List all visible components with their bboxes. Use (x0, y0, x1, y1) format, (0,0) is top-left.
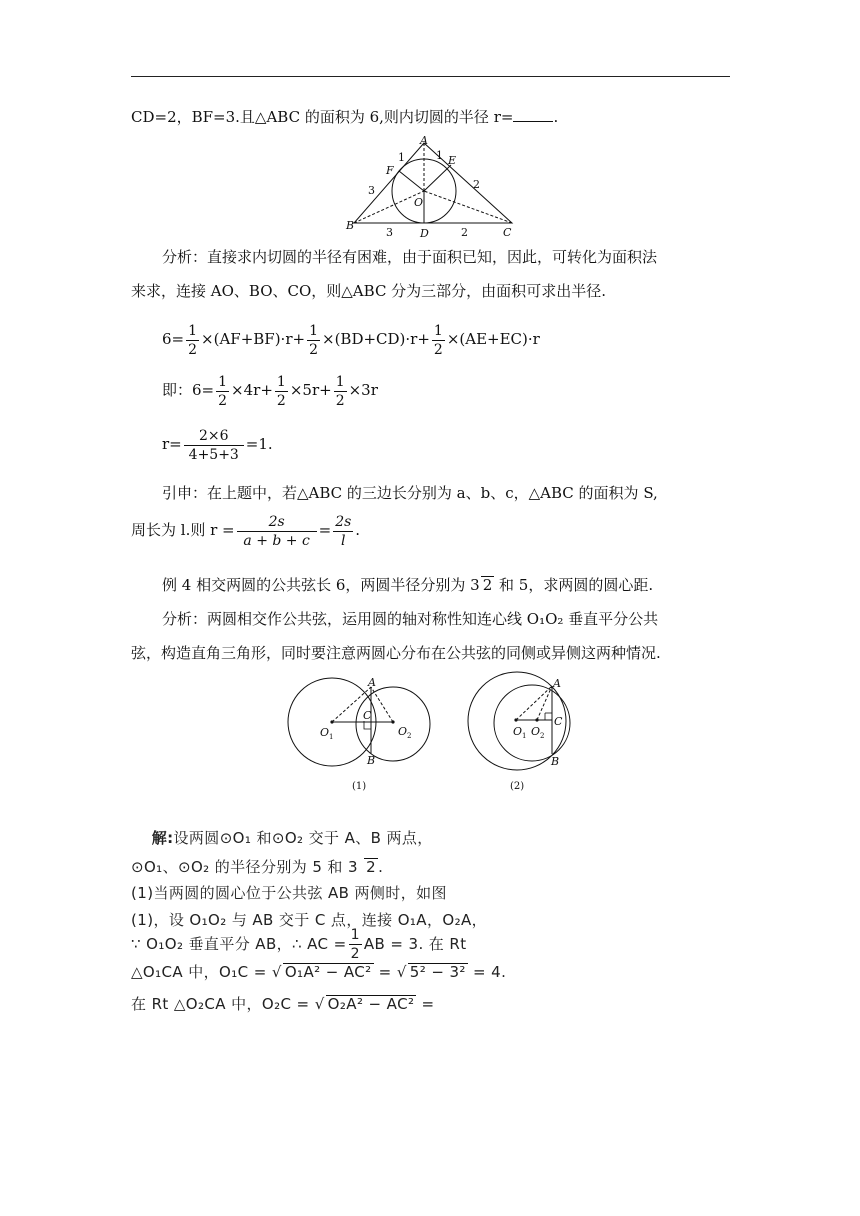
two-circles-figure-1 (282, 672, 438, 794)
problem-tail: CD=2，BF=3.且△ABC 的面积为 6,则内切圆的半径 r= . (131, 108, 559, 126)
equation-2: 即：6= $\frac{1}{2}$ ×4r+ $\frac{1}{2}$ ×5r+ $\frac{1}{2}$ ×3r (162, 373, 378, 409)
example-4: 例 4 相交两圆的公共弦长 6，两圆半径分别为 3 2 和 5，求两圆的圆心距. (162, 576, 654, 594)
analysis-2-line-1: 分析：两圆相交作公共弦，运用圆的轴对称性知连心线 O₁O₂ 垂直平分公共 (162, 610, 659, 628)
svg-text:B: B (346, 219, 355, 232)
extension-line-1: 引申：在上题中，若△ABC 的三边长分别为 a、b、c，△ABC 的面积为 S, (162, 484, 658, 502)
svg-text:2: 2 (407, 732, 412, 740)
svg-text:C: C (363, 709, 372, 722)
two-circles-figure-2 (462, 668, 582, 794)
svg-text:O: O (513, 725, 523, 738)
svg-text:O: O (531, 725, 541, 738)
svg-text:O: O (320, 726, 330, 739)
svg-text:E: E (448, 154, 457, 167)
svg-text:O: O (414, 196, 424, 209)
svg-text:1: 1 (436, 149, 443, 162)
analysis-2-line-2: 弦，构造直角三角形，同时要注意两圆心分布在公共弦的同侧或异侧这两种情况. (131, 644, 661, 662)
extension-line-2: 周长为 l.则 r = $\frac{2s}{a + b + c}$ = $\frac{2s}{l}$ . (131, 513, 361, 549)
svg-text:1: 1 (398, 151, 405, 164)
svg-text:2: 2 (461, 226, 468, 239)
svg-text:O: O (398, 725, 408, 738)
analysis-1-line-1: 分析：直接求内切圆的半径有困难，由于面积已知，因此，可转化为面积法 (162, 248, 658, 266)
solution-line-1: 解:设两圆⊙O₁ 和⊙O₂ 交于 A、B 两点， (151, 829, 433, 847)
svg-text:F: F (386, 164, 394, 177)
svg-text:(2): (2) (510, 781, 525, 792)
svg-text:A: A (368, 676, 376, 689)
solution-line-5: ∵ O₁O₂ 垂直平分 AB，∴ AC = $\frac{1}{2}$ AB = 3. 在 Rt (131, 927, 467, 962)
svg-text:B: B (367, 754, 376, 767)
svg-text:C: C (503, 226, 512, 239)
svg-text:C: C (554, 715, 563, 728)
incircle-figure (340, 134, 520, 240)
svg-text:A: A (420, 134, 428, 147)
svg-text:1: 1 (522, 732, 527, 740)
svg-text:D: D (420, 227, 429, 240)
svg-text:3: 3 (368, 184, 375, 197)
solution-line-7: 在 Rt △O₂CA 中，O₂C = √ O₂A² − AC² = (131, 995, 435, 1013)
svg-text:2: 2 (540, 732, 545, 740)
solution-line-4: (1)，设 O₁O₂ 与 AB 交于 C 点，连接 O₁A，O₂A， (131, 911, 488, 929)
top-rule (131, 76, 730, 77)
svg-text:B: B (551, 755, 560, 768)
svg-text:1: 1 (329, 733, 334, 741)
solution-line-6: △O₁CA 中，O₁C = √ O₁A² − AC² = √ 5² − 3² = 4. (131, 963, 507, 981)
solution-line-2: ⊙O₁、⊙O₂ 的半径分别为 5 和 3 2 . (131, 858, 384, 876)
svg-text:2: 2 (473, 178, 480, 191)
equation-1: 6= $\frac{1}{2}$ ×(AF+BF)·r+ $\frac{1}{2}$ ×(BD+CD)·r+ $\frac{1}{2}$ ×(AE+EC)·r (162, 322, 540, 358)
analysis-1-line-2: 来求，连接 AO、BO、CO，则△ABC 分为三部分，由面积可求出半径. (131, 282, 606, 300)
svg-text:A: A (553, 677, 561, 690)
equation-3: r= $\frac{2\times 6}{4+5+3}$ =1. (162, 427, 273, 463)
svg-text:3: 3 (386, 226, 393, 239)
svg-text:(1): (1) (352, 781, 367, 792)
solution-line-3: (1)当两圆的圆心位于公共弦 AB 两侧时，如图 (131, 884, 447, 902)
